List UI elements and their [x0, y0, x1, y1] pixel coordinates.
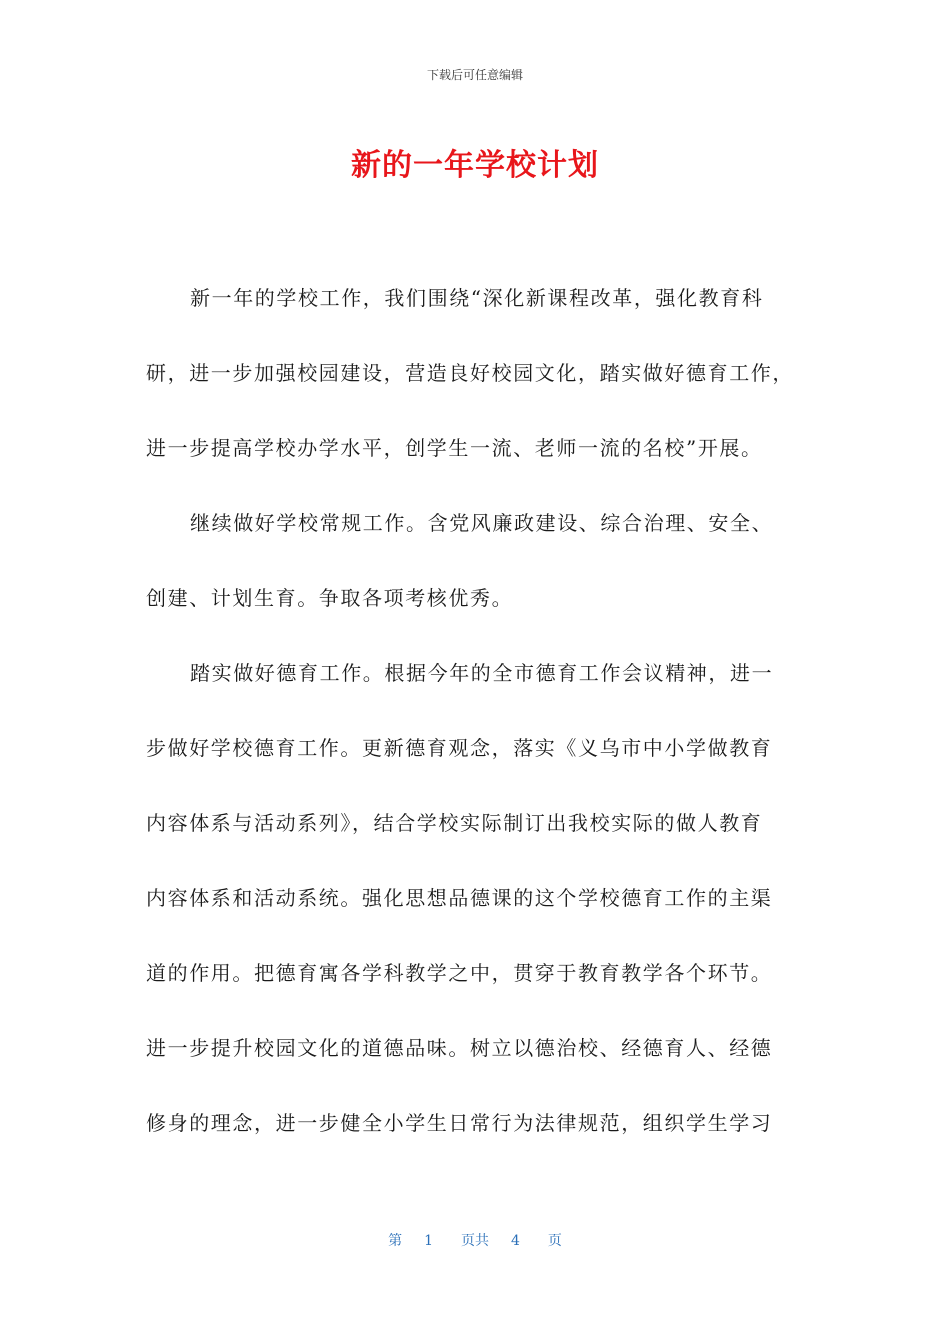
page-footer: [0, 1230, 950, 1250]
footer-suffix: 页: [547, 1233, 562, 1249]
body-line: 进一步提高学校办学水平，创学生一流、老师一流的名校”开展。: [146, 436, 763, 460]
body-line: 内容体系与活动系列》，结合学校实际制订出我校实际的做人教育: [146, 811, 763, 835]
header-note: 下载后可任意编辑: [426, 68, 523, 82]
body-line: 修身的理念，进一步健全小学生日常行为法律规范，组织学生学习: [146, 1111, 773, 1135]
footer-prefix: 第: [388, 1233, 403, 1249]
body-line: 研，进一步加强校园建设，营造良好校园文化，踏实做好德育工作，: [146, 361, 794, 385]
body-line: 进一步提升校园文化的道德品味。树立以德治校、经德育人、经德: [146, 1036, 773, 1060]
body-line: 继续做好学校常规工作。含党风廉政建设、综合治理、安全、: [190, 511, 774, 535]
footer-current-page: 1: [424, 1233, 433, 1249]
body-line: 步做好学校德育工作。更新德育观念，落实《义乌市中小学做教育: [146, 736, 773, 760]
body-line: 道的作用。把德育寓各学科教学之中，贯穿于教育教学各个环节。: [146, 961, 773, 985]
body-line: 踏实做好德育工作。根据今年的全市德育工作会议精神，进一: [190, 661, 774, 685]
document-body: [146, 278, 806, 1178]
footer-middle: 页共: [461, 1233, 489, 1249]
body-line: 创建、计划生育。争取各项考核优秀。: [146, 586, 514, 610]
footer-total-pages: 4: [511, 1233, 520, 1249]
document-title: 新的一年学校计划: [351, 148, 599, 183]
body-line: 新一年的学校工作，我们围绕“深化新课程改革，强化教育科: [190, 286, 764, 310]
body-line: 内容体系和活动系统。强化思想品德课的这个学校德育工作的主渠: [146, 886, 773, 910]
